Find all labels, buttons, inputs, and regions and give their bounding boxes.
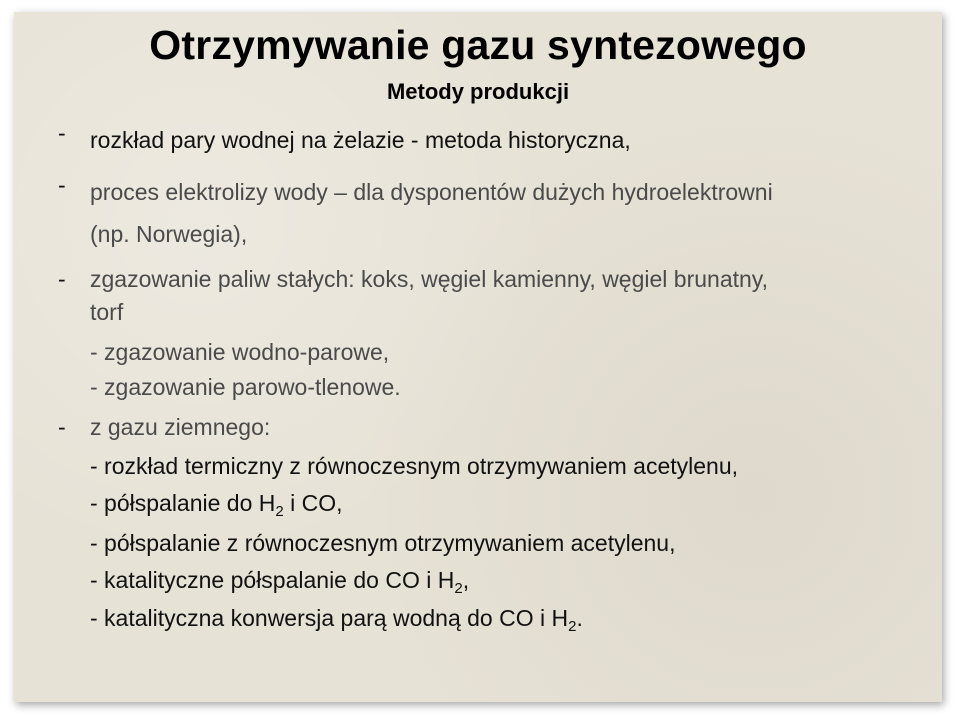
bullet-dash: -	[58, 172, 66, 198]
list-item-rozklad-pary: rozkład pary wodnej na żelazie - metoda historyczna,	[90, 127, 631, 153]
slide-title: Otrzymywanie gazu syntezowego	[149, 22, 807, 68]
slide-subtitle: Metody produkcji	[386, 79, 570, 104]
list-item-zgazowanie-paliw-cont: torf	[90, 299, 124, 325]
sublist-item-polspalanie-acetylen: - półspalanie z równoczesnym otrzymywaniem acetylenu,	[90, 530, 676, 556]
list-item-gaz-ziemny: z gazu ziemnego:	[90, 414, 271, 440]
sublist-item-katalityczna-konwersja: - katalityczna konwersja parą wodną do CO i $H_2$.	[90, 605, 583, 635]
list-item-elektroliza-cont: (np. Norwegia),	[90, 221, 248, 247]
sublist-item-parowo-tlenowe: - zgazowanie parowo-tlenowe.	[90, 374, 401, 400]
sublist-item-rozklad-termiczny: - rozkład termiczny z równoczesnym otrzymywaniem acetylenu,	[90, 453, 739, 479]
bullet-dash: -	[58, 120, 66, 146]
sublist-item-katalityczne-polspalanie: - katalityczne półspalanie do CO i $H_2$,	[90, 567, 470, 597]
sublist-item-wodno-parowe: - zgazowanie wodno-parowe,	[90, 339, 390, 365]
bullet-dash: -	[58, 414, 66, 440]
list-item-elektroliza: proces elektrolizy wody – dla dysponentów dużych hydroelektrowni	[90, 179, 773, 205]
bullet-dash: -	[58, 266, 66, 292]
slide	[14, 12, 942, 702]
list-item-zgazowanie-paliw: zgazowanie paliw stałych: koks, węgiel kamienny, węgiel brunatny,	[90, 266, 768, 292]
sublist-item-polspalanie-h2: - półspalanie do $H_2$ i CO,	[90, 490, 343, 520]
